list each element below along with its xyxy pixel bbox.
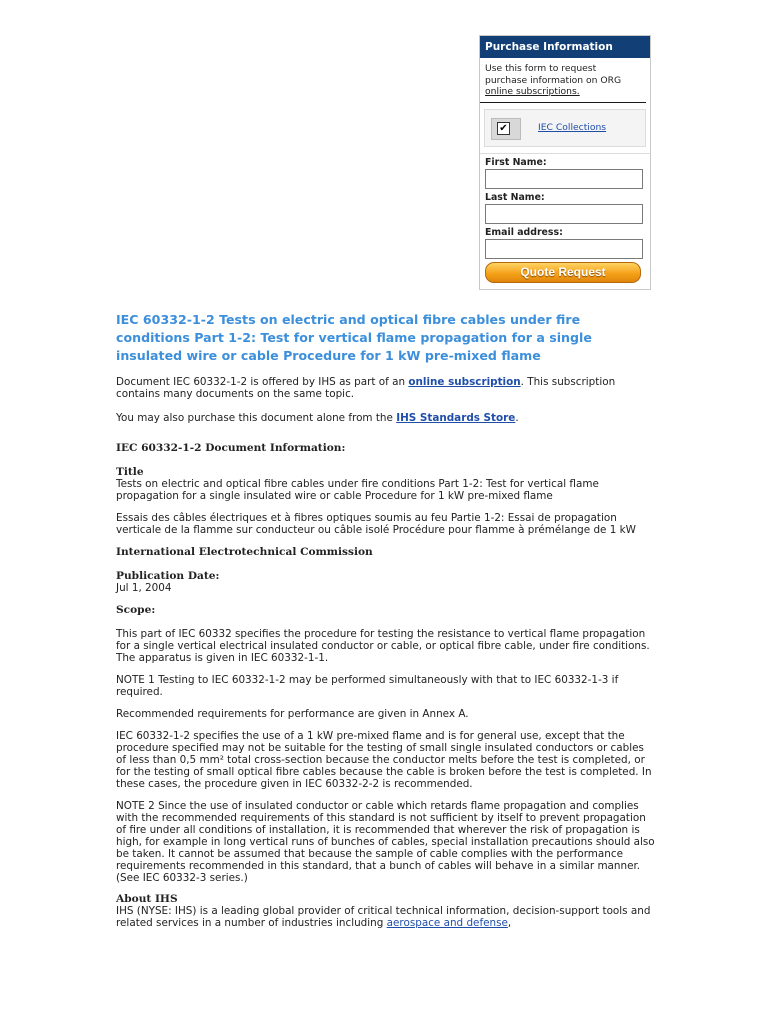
document-title: IEC 60332-1-2 Tests on electric and optical fibre cables under fire conditions Part 1-2: Test for vertical flame propagation for a single insulated wire or cable Procedure for 1 kW pre-mixed flame	[116, 312, 592, 363]
purchase-alone-text	[116, 412, 656, 424]
online-subscriptions-link[interactable]: online subscriptions.	[485, 86, 580, 97]
first-name-field[interactable]	[485, 169, 643, 189]
purchase-alone-suffix: .	[515, 412, 519, 424]
scope-note-1: NOTE 1 Testing to IEC 60332-1-2 may be performed simultaneously with that to IEC 60332-1-3 if required.	[116, 674, 619, 698]
about-ihs-heading: About IHS	[116, 893, 178, 905]
iec-collections-link[interactable]: IEC Collections	[538, 121, 607, 133]
first-name-label: First Name:	[485, 156, 547, 168]
email-field[interactable]	[485, 239, 643, 259]
organization-name: International Electrotechnical Commission	[116, 546, 373, 558]
purchase-info-header: Purchase Information	[480, 36, 650, 58]
iec-collections-option	[484, 109, 646, 147]
quote-request-button[interactable]: Quote Request	[485, 262, 641, 283]
ihs-standards-store-link[interactable]: IHS Standards Store	[396, 412, 516, 424]
last-name-label: Last Name:	[485, 191, 545, 203]
title-english: Tests on electric and optical fibre cables under fire conditions Part 1-2: Test for vertical flame propagation for a single insulated wire or cable Procedure for 1 kW pre-mixed flame	[116, 478, 599, 502]
offer-suffix-text: . This subscription contains many documents on the same topic.	[116, 376, 616, 400]
scope-note-2: NOTE 2 Since the use of insulated conductor or cable which retards flame propagation and complies with the recommended requirements of this standard is not sufficient by itself to prevent propagation of fire under all conditions of installation, it is recommended that wherever the risk of propagation is high, for example in long vertical runs of bunches of cables, special installation precautions should also be taken. It cannot be assumed that because the sample of cable complies with the performance requirements recommended in this standard, that a bunch of cables will behave in a similar manner. (See IEC 60332-3 series.)	[116, 800, 655, 884]
last-name-field[interactable]	[485, 204, 643, 224]
purchase-info-intro	[480, 58, 646, 103]
purchase-alone-prefix: You may also purchase this document alone from the	[116, 412, 393, 424]
subscription-offer	[116, 376, 656, 400]
title-french: Essais des câbles électriques et à fibres optiques soumis au feu Partie 1-2: Essai de propagation verticale de la flamme sur conducteur ou câble isolé Procédure pour flamme à prémélange de 1 kW	[116, 512, 636, 536]
scope-annex-text: Recommended requirements for performance are given in Annex A.	[116, 708, 469, 720]
offer-text: Document IEC 60332-1-2 is offered by IHS as part of an	[116, 376, 406, 388]
scope-paragraph: This part of IEC 60332 specifies the procedure for testing the resistance to vertical flame propagation for a single vertical electrical insulated conductor or cable, or optical fibre cable, under fire conditions. The apparatus is given in IEC 60332-1-1.	[116, 628, 650, 664]
first-name-group	[480, 157, 650, 189]
publication-date-label: Publication Date:	[116, 570, 220, 582]
email-label: Email address:	[485, 226, 563, 238]
publication-date: Jul 1, 2004	[116, 582, 172, 594]
document-body	[116, 376, 656, 929]
about-ihs-description: IHS (NYSE: IHS) is a leading global provider of critical technical information, decision-support tools and related services in a number of industries including	[116, 905, 651, 929]
checkbox-container	[491, 118, 521, 140]
purchase-info-panel	[479, 35, 651, 290]
online-subscription-link[interactable]: online subscription	[408, 376, 521, 388]
aerospace-defense-link[interactable]: aerospace and defense	[386, 917, 508, 929]
scope-label: Scope:	[116, 604, 156, 616]
scope-flame-paragraph: IEC 60332-1-2 specifies the use of a 1 kW pre-mixed flame and is for general use, except that the procedure specified may not be suitable for the testing of small single insulated conductors or cables of less than 0,5 mm² total cross-section because the conductor melts before the test is completed, or for the testing of small optical fibre cables because the cable is broken before the test is completed. In these cases, the procedure given in IEC 60332-2-2 is recommended.	[116, 730, 652, 790]
document-info-heading: IEC 60332-1-2 Document Information:	[116, 442, 346, 454]
about-ihs-text	[116, 905, 656, 929]
iec-collections-checkbox[interactable]: ✔	[497, 122, 510, 135]
last-name-group	[480, 192, 650, 224]
purchase-intro-text: Use this form to request purchase information on ORG	[485, 63, 622, 86]
email-group	[480, 227, 650, 259]
form-divider	[480, 153, 650, 154]
about-ihs-suffix: ,	[507, 917, 512, 929]
title-label: Title	[116, 466, 144, 478]
